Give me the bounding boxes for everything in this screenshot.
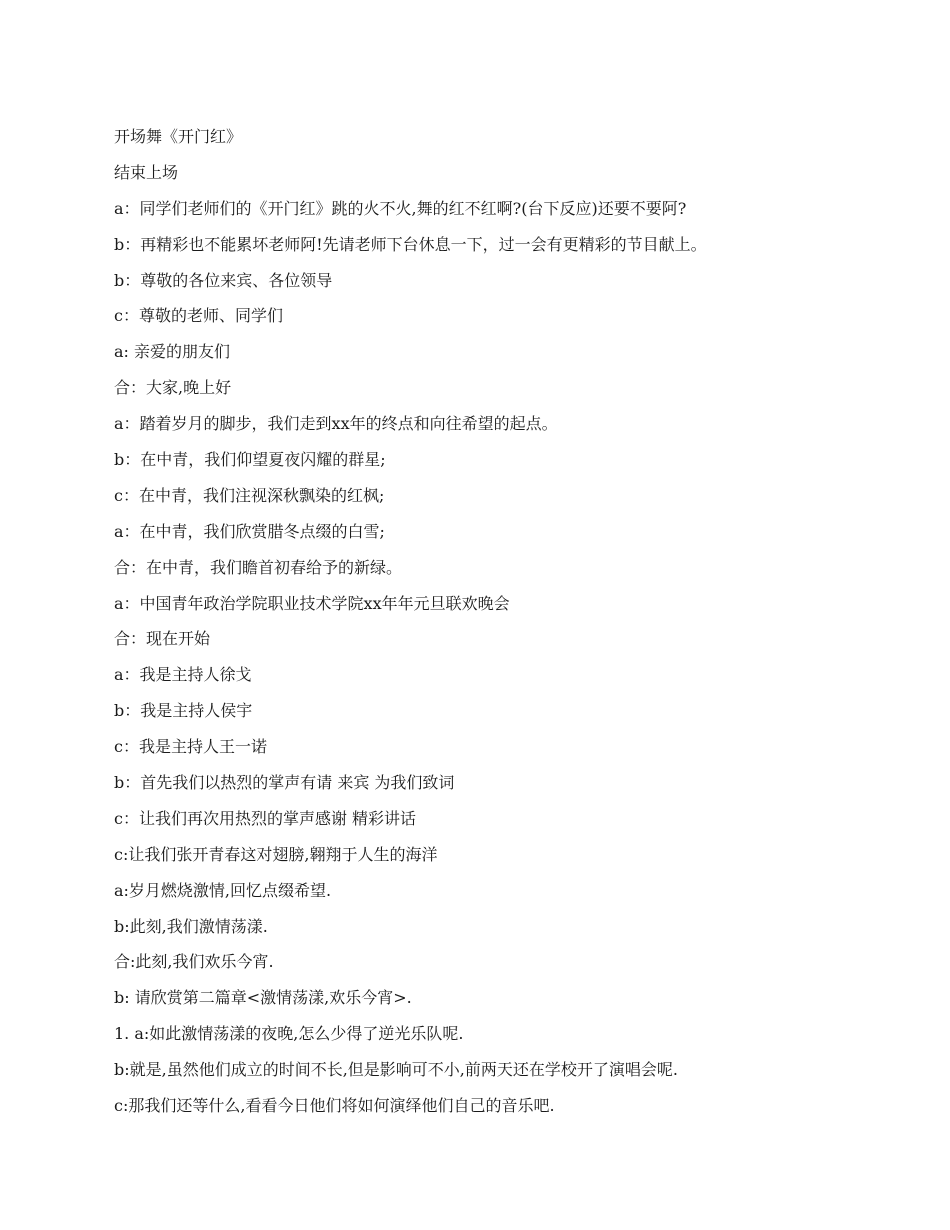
text-line: a: 亲爱的朋友们 bbox=[114, 342, 231, 362]
text-line: 合：在中青，我们瞻首初春给予的新绿。 bbox=[114, 557, 403, 577]
text-line: b：我是主持人侯宇 bbox=[114, 701, 253, 721]
text-line: a：我是主持人徐戈 bbox=[114, 665, 252, 685]
text-line: 合:此刻,我们欢乐今宵. bbox=[114, 952, 274, 972]
text-line: b: 请欣赏第二篇章<激情荡漾,欢乐今宵>. bbox=[114, 988, 412, 1008]
text-line: 合：现在开始 bbox=[114, 629, 211, 649]
text-line: 结束上场 bbox=[114, 162, 179, 182]
text-line: b：再精彩也不能累坏老师阿!先请老师下台休息一下，过一会有更精彩的节目献上。 bbox=[114, 234, 707, 254]
text-line: 开场舞《开门红》 bbox=[114, 127, 243, 146]
text-line: c：尊敬的老师、同学们 bbox=[114, 306, 283, 326]
text-line: b:此刻,我们激情荡漾. bbox=[114, 916, 268, 936]
text-line: c：在中青，我们注视深秋飘染的红枫; bbox=[114, 485, 385, 505]
text-line: b：在中青，我们仰望夏夜闪耀的群星; bbox=[114, 450, 386, 470]
text-line: c：我是主持人王一诺 bbox=[114, 737, 267, 757]
text-line: a：同学们老师们的《开门红》跳的火不火,舞的红不红啊?(台下反应)还要不要阿? bbox=[114, 198, 687, 218]
text-line: 1. a:如此激情荡漾的夜晚,怎么少得了逆光乐队呢. bbox=[114, 1024, 464, 1044]
document-body bbox=[114, 125, 834, 1130]
text-line: a：踏着岁月的脚步，我们走到xx年的终点和向往希望的起点。 bbox=[114, 414, 558, 434]
text-line: 合：大家,晚上好 bbox=[114, 378, 232, 398]
text-line: b:就是,虽然他们成立的时间不长,但是影响可不小,前两天还在学校开了演唱会呢. bbox=[114, 1060, 678, 1080]
text-line: a:岁月燃烧激情,回忆点缀希望. bbox=[114, 880, 332, 900]
text-line: b：尊敬的各位来宾、各位领导 bbox=[114, 270, 333, 290]
text-line: b：首先我们以热烈的掌声有请 来宾 为我们致词 bbox=[114, 773, 455, 793]
text-line: a：中国青年政治学院职业技术学院xx年年元旦联欢晚会 bbox=[114, 593, 510, 613]
text-line: c:让我们张开青春这对翅膀,翱翔于人生的海洋 bbox=[114, 844, 438, 864]
text-line: a：在中青，我们欣赏腊冬点缀的白雪; bbox=[114, 521, 385, 541]
text-line: c：让我们再次用热烈的掌声感谢 精彩讲话 bbox=[114, 808, 417, 828]
text-line: c:那我们还等什么,看看今日他们将如何演绎他们自己的音乐吧. bbox=[114, 1096, 555, 1116]
